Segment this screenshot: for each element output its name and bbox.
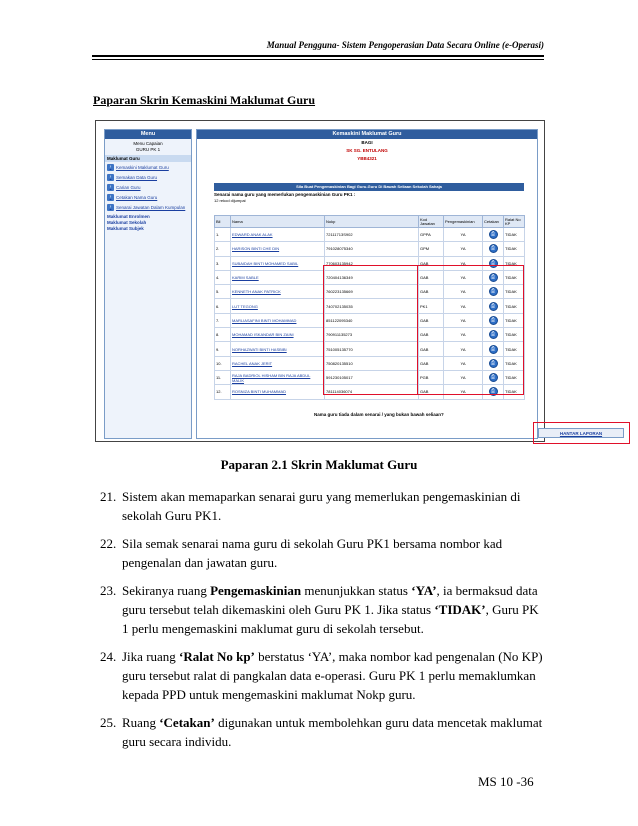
teacher-name-link[interactable]: KARIM SABLE — [231, 270, 325, 284]
bold-term: ‘Cetakan’ — [159, 715, 215, 730]
figure-caption: Paparan 2.1 Skrin Maklumat Guru — [220, 457, 418, 472]
page-number: MS 10 -36 — [478, 774, 534, 789]
cell-bil: 12. — [215, 385, 231, 399]
teacher-name-link[interactable]: RAJA BADRIOL HISHAM BIN RAJA ABDUL MALIK — [231, 370, 325, 384]
arrow-right-icon: › — [107, 174, 114, 181]
cell-kod-jawatan: GAB — [419, 285, 444, 299]
cell-kod-jawatan: GAB — [419, 256, 444, 270]
teacher-name-link[interactable]: MARLIASAFINI BINTI MOHAMMAD — [231, 313, 325, 327]
text-run: , Guru PK 1 perlu mengemaskini maklumat guru di sekolah tersebut. — [122, 602, 539, 636]
cell-kod-jawatan: GAB — [419, 313, 444, 327]
cell-ralat: TIDAK — [504, 313, 525, 327]
text-run: berstatus ‘YA’, maka nombor kad pengenalan (No KP) guru tersebut ralat di pangkalan data e-operasi. Guru PK 1 perlu memaklumkan kepada PPD untuk mengemaskini maklumat Nokp guru. — [122, 649, 543, 702]
cell-ralat: TIDAK — [504, 342, 525, 356]
cell-ralat: TIDAK — [504, 370, 525, 384]
sidebar-links — [105, 214, 191, 232]
cell-ralat: TIDAK — [504, 356, 525, 370]
teacher-name-link[interactable]: RACHEL ANAK JERIT — [231, 356, 325, 370]
sidebar-item[interactable] — [105, 182, 191, 192]
teacher-name-link[interactable]: ROSNIZA BINTI MUHAMMAD — [231, 385, 325, 399]
teacher-name-link[interactable]: NORHAZWATI BINTI HASBIBI — [231, 342, 325, 356]
cell-kod-jawatan: PGB — [419, 370, 444, 384]
cell-bil: 11. — [215, 370, 231, 384]
cell-nokp: 790911135273 — [325, 328, 419, 342]
cell-pengemaskinian: YA — [444, 242, 483, 256]
sidebar-item-label: Semakan Data Guru — [116, 174, 158, 180]
cell-bil: 1. — [215, 228, 231, 242]
cell-pengemaskinian: YA — [444, 342, 483, 356]
column-header: Bil — [215, 216, 231, 228]
cell-ralat: TIDAK — [504, 328, 525, 342]
arrow-right-icon: › — [107, 194, 114, 201]
text-run: Sistem akan memaparkan senarai guru yang memerlukan pengemaskinian di sekolah Guru PK1. — [122, 489, 521, 523]
table-row — [215, 228, 525, 242]
arrow-right-icon: › — [107, 184, 114, 191]
cell-nokp: 720404136349 — [325, 270, 419, 284]
cell-bil: 7. — [215, 313, 231, 327]
cell-bil: 6. — [215, 299, 231, 313]
sidebar-subtitle — [105, 139, 191, 153]
cell-bil: 3. — [215, 256, 231, 270]
list-item — [100, 487, 545, 525]
cell-pengemaskinian: YA — [444, 313, 483, 327]
sidebar-link[interactable]: Maklumat Enrolmen — [107, 214, 150, 219]
cell-pengemaskinian: YA — [444, 270, 483, 284]
school-name: SK SG. ENTULANG — [346, 148, 388, 153]
text-run: Sila semak senarai nama guru di sekolah Guru PK1 bersama nombor kad pengenalan dan jawatan guru. — [122, 536, 503, 570]
cell-nokp: 750820135510 — [325, 356, 419, 370]
print-icon[interactable]: ⎙ — [489, 359, 498, 368]
teacher-name-link[interactable]: KENNETH ANAK PATRICK — [231, 285, 325, 299]
sidebar-link[interactable]: Maklumat Subjek — [107, 226, 144, 231]
teacher-name-link[interactable]: EDWARD ANAK ALAK — [231, 228, 325, 242]
highlight-box-status — [417, 265, 524, 395]
sidebar-item-label: Kemaskini Maklumat Guru — [116, 164, 169, 170]
bold-term: ‘TIDAK’ — [434, 602, 486, 617]
list-item-text — [122, 647, 545, 704]
list-item-number: 22. — [100, 536, 117, 551]
cell-ralat: TIDAK — [504, 242, 525, 256]
list-item-text — [122, 487, 545, 525]
cell-nokp: 851122095340 — [325, 313, 419, 327]
cell-nokp: 751005135770 — [325, 342, 419, 356]
print-icon[interactable]: ⎙ — [489, 387, 498, 396]
cell-nokp: 591230105017 — [325, 370, 419, 384]
cell-nokp: 770603135942 — [325, 256, 419, 270]
print-icon[interactable]: ⎙ — [489, 273, 498, 282]
sidebar-item[interactable] — [105, 202, 191, 212]
sidebar-section-maklumat-guru: Maklumat Guru — [105, 155, 191, 162]
list-item-number: 24. — [100, 649, 117, 664]
list-item-text — [122, 581, 545, 638]
cell-nokp: 740702135035 — [325, 299, 419, 313]
teacher-name-link[interactable]: SUBAIDAH BINTI MOHAMED SABIL — [231, 256, 325, 270]
print-icon[interactable]: ⎙ — [489, 330, 498, 339]
print-icon[interactable]: ⎙ — [489, 345, 498, 354]
cell-kod-jawatan: GPPA — [419, 228, 444, 242]
print-icon[interactable]: ⎙ — [489, 244, 498, 253]
cell-nokp: 760223135669 — [325, 285, 419, 299]
cell-bil: 8. — [215, 328, 231, 342]
table-header-row — [215, 216, 525, 228]
text-run: Jika ruang — [122, 649, 180, 664]
list-subtitle: Senarai nama guru yang memerlukan pengemaskinian Guru PK1 : — [214, 192, 356, 197]
column-header: Cetakan — [483, 216, 504, 228]
cell-bil: 2. — [215, 242, 231, 256]
running-header: Manual Pengguna- Sistem Pengoperasian Data Secara Online (e-Operasi) — [266, 40, 544, 50]
cell-kod-jawatan: GAB — [419, 356, 444, 370]
print-icon[interactable]: ⎙ — [489, 287, 498, 296]
sidebar-item-label: Senarai Jawatan Dalam Kumpulan — [116, 204, 186, 210]
column-header: Ralat No KP — [504, 216, 525, 228]
text-run: , ia bermaksud data guru tersebut telah dikemaskini oleh Guru PK 1. Jika status — [122, 583, 538, 617]
column-header: Nokp — [325, 216, 419, 228]
sidebar-link[interactable]: Maklumat Sekolah — [107, 220, 147, 225]
sidebar-menu — [104, 129, 192, 439]
sidebar-items — [105, 162, 191, 212]
print-icon[interactable]: ⎙ — [489, 230, 498, 239]
column-header: Kod Jawatan — [419, 216, 444, 228]
cell-ralat: TIDAK — [504, 385, 525, 399]
cell-bil: 5. — [215, 285, 231, 299]
teacher-name-link[interactable]: LUT TEGONG — [231, 299, 325, 313]
section-title: Paparan Skrin Kemaskini Maklumat Guru — [93, 93, 316, 107]
cell-pengemaskinian: YA — [444, 299, 483, 313]
cell-kod-jawatan: GAB — [419, 270, 444, 284]
bold-term: ‘Ralat No kp’ — [179, 649, 255, 664]
column-header: Nama — [231, 216, 325, 228]
missing-teacher-question: Nama guru tiada dalam senarai / yang bukan bawah seliaan? — [314, 412, 444, 417]
highlight-box-nokp — [323, 265, 418, 395]
arrow-right-icon: › — [107, 204, 114, 211]
list-item — [100, 713, 545, 751]
arrow-right-icon: › — [107, 164, 114, 171]
sidebar-item-label: Cetakan Nama Guru — [116, 194, 158, 200]
cell-bil: 10. — [215, 356, 231, 370]
cell-pengemaskinian: YA — [444, 256, 483, 270]
cell-ralat: TIDAK — [504, 299, 525, 313]
text-run: Ruang — [122, 715, 160, 730]
record-count: 12 rekod dijumpai — [214, 198, 246, 203]
cell-ralat: TIDAK — [504, 228, 525, 242]
print-icon[interactable]: ⎙ — [489, 259, 498, 268]
list-item-number: 21. — [100, 489, 117, 504]
cell-cetakan — [483, 242, 504, 256]
sidebar-item[interactable] — [105, 162, 191, 172]
cell-bil: 4. — [215, 270, 231, 284]
list-item — [100, 534, 545, 572]
cell-nokp: 791028075340 — [325, 242, 419, 256]
list-item-text — [122, 534, 545, 572]
list-item-number: 23. — [100, 583, 117, 598]
list-item — [100, 647, 545, 704]
cell-pengemaskinian: YA — [444, 356, 483, 370]
cell-pengemaskinian: YA — [444, 228, 483, 242]
text-run: menunjukkan status — [301, 583, 412, 598]
cell-cetakan — [483, 228, 504, 242]
bold-term: ‘YA’ — [411, 583, 437, 598]
list-item — [100, 581, 545, 638]
cell-kod-jawatan: GAB — [419, 385, 444, 399]
sidebar-subtitle-1: Menu Capaian — [133, 141, 163, 146]
list-item-text — [122, 713, 545, 751]
list-title: Sila Buat Pengemaskinian Bagi Guru-Guru Di Bawah Seliaan Sekolah Sahaja — [214, 183, 524, 191]
cell-ralat: TIDAK — [504, 270, 525, 284]
cell-kod-jawatan: GPM — [419, 242, 444, 256]
header-rule — [92, 55, 544, 60]
screenshot-figure — [95, 120, 603, 442]
main-panel — [196, 129, 603, 439]
sidebar-item[interactable] — [105, 172, 191, 182]
column-header: Pengemaskinian — [444, 216, 483, 228]
school-code: YBB4321 — [357, 156, 377, 161]
numbered-list — [100, 487, 545, 760]
bold-term: Pengemaskinian — [210, 583, 302, 598]
print-icon[interactable]: ⎙ — [489, 373, 498, 382]
cell-ralat: TIDAK — [504, 256, 525, 270]
sidebar-item-label: Carian Guru — [116, 184, 141, 190]
cell-pengemaskinian: YA — [444, 285, 483, 299]
main-line-bagi: BAGI — [361, 140, 373, 145]
cell-nokp: 781114036074 — [325, 385, 419, 399]
cell-ralat: TIDAK — [504, 285, 525, 299]
cell-bil: 9. — [215, 342, 231, 356]
cell-pengemaskinian: YA — [444, 370, 483, 384]
cell-kod-jawatan: PK1 — [419, 299, 444, 313]
text-run: digunakan untuk membolehkan guru data mencetak maklumat guru secara individu. — [122, 715, 543, 749]
main-title: Kemaskini Maklumat Guru — [197, 130, 537, 139]
print-icon[interactable]: ⎙ — [489, 316, 498, 325]
sidebar-subtitle-2: GURU PK 1 — [135, 147, 161, 152]
print-icon[interactable]: ⎙ — [489, 302, 498, 311]
list-item-number: 25. — [100, 715, 117, 730]
hantar-laporan-button[interactable]: HANTAR LAPORAN — [538, 428, 624, 438]
table-row — [215, 242, 525, 256]
text-run: Sekiranya ruang — [122, 583, 211, 598]
teacher-name-link[interactable]: HARISON BINTI CHE DIN — [231, 242, 325, 256]
cell-kod-jawatan: GAB — [419, 342, 444, 356]
cell-nokp: 72111713S902 — [325, 228, 419, 242]
teacher-name-link[interactable]: MOHAMAD ISKANDAR BIN ZAINI — [231, 328, 325, 342]
cell-pengemaskinian: YA — [444, 328, 483, 342]
sidebar-item[interactable] — [105, 192, 191, 202]
sidebar-title: Menu — [105, 130, 191, 139]
cell-kod-jawatan: GAB — [419, 328, 444, 342]
cell-pengemaskinian: YA — [444, 385, 483, 399]
